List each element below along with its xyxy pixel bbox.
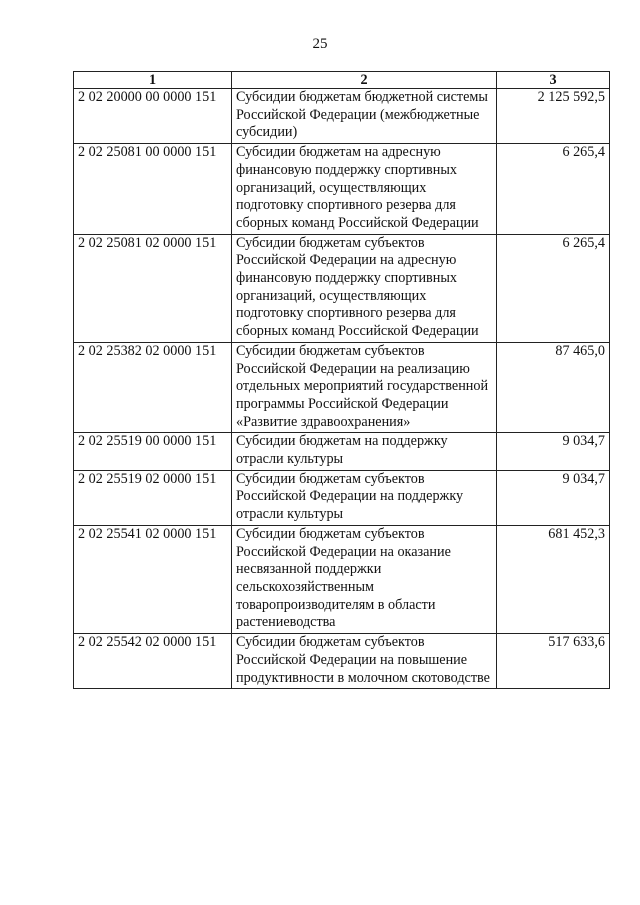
row-code: 2 02 20000 00 0000 151 xyxy=(74,89,232,144)
table-row xyxy=(74,342,610,433)
row-description: Субсидии бюджетам субъектов Российской Федерации на оказание несвязанной поддержки сельскохозяйственным товаропроизводителям в области растениеводства xyxy=(232,525,497,633)
row-code: 2 02 25081 02 0000 151 xyxy=(74,234,232,342)
table-row xyxy=(74,634,610,689)
table-row xyxy=(74,89,610,144)
row-description: Субсидии бюджетам на поддержку отрасли культуры xyxy=(232,433,497,470)
row-description: Субсидии бюджетам субъектов Российской Федерации на адресную финансовую поддержку спортивных организаций, осуществляющих подготовку спортивного резерва для сборных команд Российской Федерации xyxy=(232,234,497,342)
row-amount: 2 125 592,5 xyxy=(497,89,610,144)
row-amount: 6 265,4 xyxy=(497,234,610,342)
row-description: Субсидии бюджетам субъектов Российской Федерации на реализацию отдельных мероприятий государственной программы Российской Федерации «Развитие здравоохранения» xyxy=(232,342,497,433)
row-amount: 9 034,7 xyxy=(497,470,610,525)
row-description: Субсидии бюджетам бюджетной системы Российской Федерации (межбюджетные субсидии) xyxy=(232,89,497,144)
table-row xyxy=(74,433,610,470)
row-description: Субсидии бюджетам субъектов Российской Федерации на поддержку отрасли культуры xyxy=(232,470,497,525)
row-description: Субсидии бюджетам субъектов Российской Федерации на повышение продуктивности в молочном скотоводстве xyxy=(232,634,497,689)
table-row xyxy=(74,470,610,525)
column-header-code: 1 xyxy=(74,72,232,89)
budget-table xyxy=(73,71,610,689)
table-row xyxy=(74,144,610,235)
row-code: 2 02 25081 00 0000 151 xyxy=(74,144,232,235)
column-header-amount: 3 xyxy=(497,72,610,89)
row-amount: 6 265,4 xyxy=(497,144,610,235)
column-header-description: 2 xyxy=(232,72,497,89)
row-amount: 517 633,6 xyxy=(497,634,610,689)
row-code: 2 02 25382 02 0000 151 xyxy=(74,342,232,433)
row-amount: 681 452,3 xyxy=(497,525,610,633)
row-description: Субсидии бюджетам на адресную финансовую поддержку спортивных организаций, осуществляющих подготовку спортивного резерва для сборных команд Российской Федерации xyxy=(232,144,497,235)
row-code: 2 02 25519 00 0000 151 xyxy=(74,433,232,470)
row-amount: 9 034,7 xyxy=(497,433,610,470)
row-code: 2 02 25519 02 0000 151 xyxy=(74,470,232,525)
table-row xyxy=(74,525,610,633)
table-header-row xyxy=(74,72,610,89)
row-code: 2 02 25542 02 0000 151 xyxy=(74,634,232,689)
row-code: 2 02 25541 02 0000 151 xyxy=(74,525,232,633)
table-row xyxy=(74,234,610,342)
page-number: 25 xyxy=(312,36,328,52)
row-amount: 87 465,0 xyxy=(497,342,610,433)
